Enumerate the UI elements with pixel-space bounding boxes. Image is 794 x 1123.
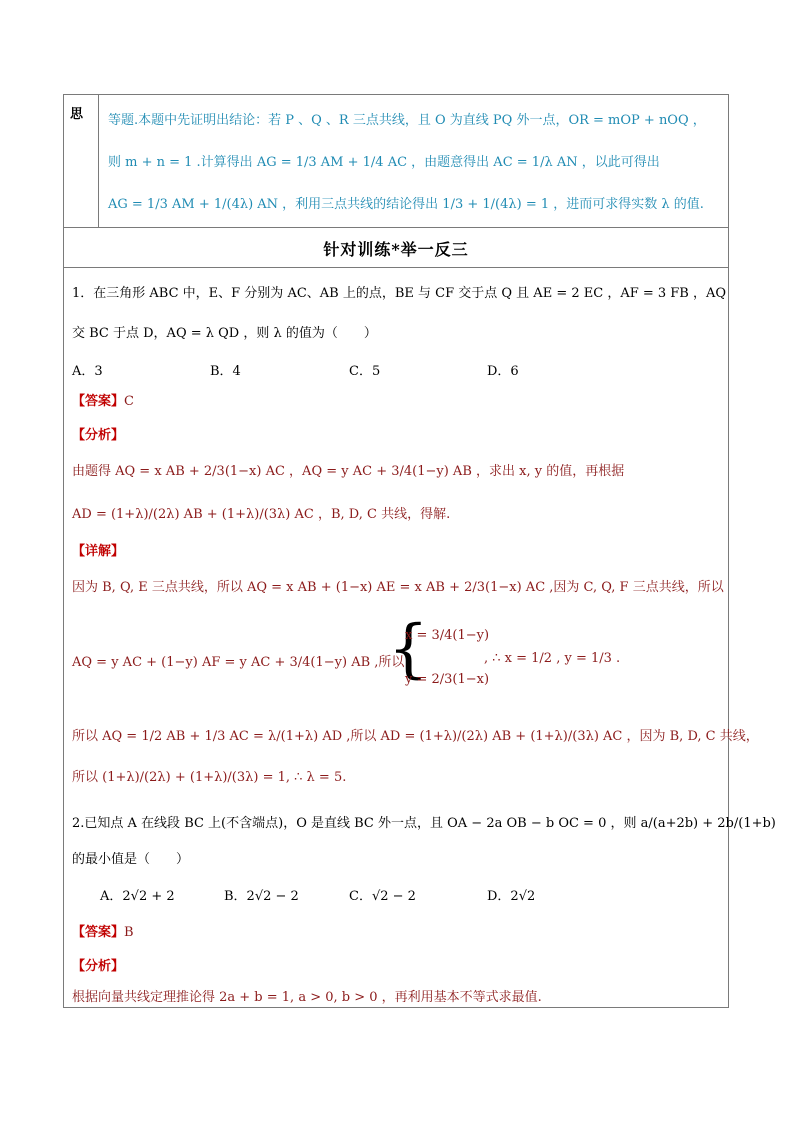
q2-answer-value: B <box>124 925 134 940</box>
section-header-row <box>64 227 728 268</box>
q1-option-a: A．3 <box>72 364 103 379</box>
q2-line-2: 的最小值是（ ） <box>72 852 190 867</box>
q1-line-1: 1．在三角形 ABC 中，E、F 分别为 AC、AB 上的点，BE 与 CF 交于点 Q 且 AE = 2 EC ，AF = 3 FB ，AQ <box>72 286 727 301</box>
q1-answer <box>72 390 134 409</box>
think-label: 思 <box>70 107 84 122</box>
q1-option-c: C．5 <box>349 364 381 379</box>
think-line-3: AG = 1/3 AM + 1/(4λ) AN ，利用三点共线的结论得出 1/3 + 1/(4λ) = 1 ，进而可求得实数 λ 的值. <box>108 197 704 212</box>
q2-option-b: B．2√2 − 2 <box>224 889 299 904</box>
q1-detail-line-2: AQ = y AC + (1−y) AF = y AC + 3/4(1−y) AB ,所以 <box>72 655 405 670</box>
q2-analysis-tag: 【分析】 <box>72 959 125 974</box>
think-line-1: 等题.本题中先证明出结论：若 P 、Q 、R 三点共线，且 O 为直线 PQ 外一点，OR = mOP + nOQ ， <box>108 113 706 128</box>
q1-system-eq-2: y = 2/3(1−x) <box>405 672 490 687</box>
q1-analysis-line-1: 由题得 AQ = x AB + 2/3(1−x) AC ，AQ = y AC + 3/4(1−y) AB ，求出 x, y 的值，再根据 <box>72 464 625 479</box>
q2-answer <box>72 921 134 940</box>
q1-system-eq-1: x = 3/4(1−y) <box>405 628 490 643</box>
q2-option-c: C．√2 − 2 <box>349 889 416 904</box>
q1-detail-line-3: 所以 AQ = 1/2 AB + 1/3 AC = λ/(1+λ) AD ,所以 AD = (1+λ)/(2λ) AB + (1+λ)/(3λ) AC ，因为 B, D, C 共线， <box>72 729 759 744</box>
content-frame <box>63 94 729 1008</box>
q1-detail-tag: 【详解】 <box>72 544 125 559</box>
q1-line-2: 交 BC 于点 D，AQ = λ QD ，则 λ 的值为（ ） <box>72 326 377 341</box>
q1-option-b: B．4 <box>210 364 241 379</box>
think-label-cell <box>64 95 99 227</box>
q2-answer-tag: 【答案】 <box>72 925 125 940</box>
q1-detail-line-1: 因为 B, Q, E 三点共线，所以 AQ = x AB + (1−x) AE = x AB + 2/3(1−x) AC ,因为 C, Q, F 三点共线，所以 <box>72 580 724 595</box>
q1-detail-line-4: 所以 (1+λ)/(2λ) + (1+λ)/(3λ) = 1, ∴ λ = 5. <box>72 770 347 785</box>
q1-option-d: D．6 <box>487 364 519 379</box>
q2-analysis-line-1: 根据向量共线定理推论得 2a + b = 1, a > 0, b > 0 ，再利用基本不等式求最值. <box>72 990 542 1005</box>
q1-answer-value: C <box>124 394 134 409</box>
q1-system-result: , ∴ x = 1/2 , y = 1/3 . <box>484 651 621 666</box>
q2-option-a: A．2√2 + 2 <box>100 889 175 904</box>
think-row <box>64 95 728 228</box>
section-title: 针对训练*举一反三 <box>323 240 469 259</box>
q1-answer-tag: 【答案】 <box>72 394 125 409</box>
q1-analysis-tag: 【分析】 <box>72 428 125 443</box>
think-line-2: 则 m + n = 1 .计算得出 AG = 1/3 AM + 1/4 AC ，由题意得出 AC = 1/λ AN ，以此可得出 <box>108 155 660 170</box>
q1-analysis-line-2: AD = (1+λ)/(2λ) AB + (1+λ)/(3λ) AC ，B, D, C 共线，得解. <box>72 507 451 522</box>
q2-line-1: 2.已知点 A 在线段 BC 上(不含端点)，O 是直线 BC 外一点，且 OA − 2a OB − b OC = 0 ，则 a/(a+2b) + 2b/(1+b) <box>72 816 776 831</box>
q2-option-d: D．2√2 <box>487 889 536 904</box>
system-brace: { <box>388 612 429 686</box>
